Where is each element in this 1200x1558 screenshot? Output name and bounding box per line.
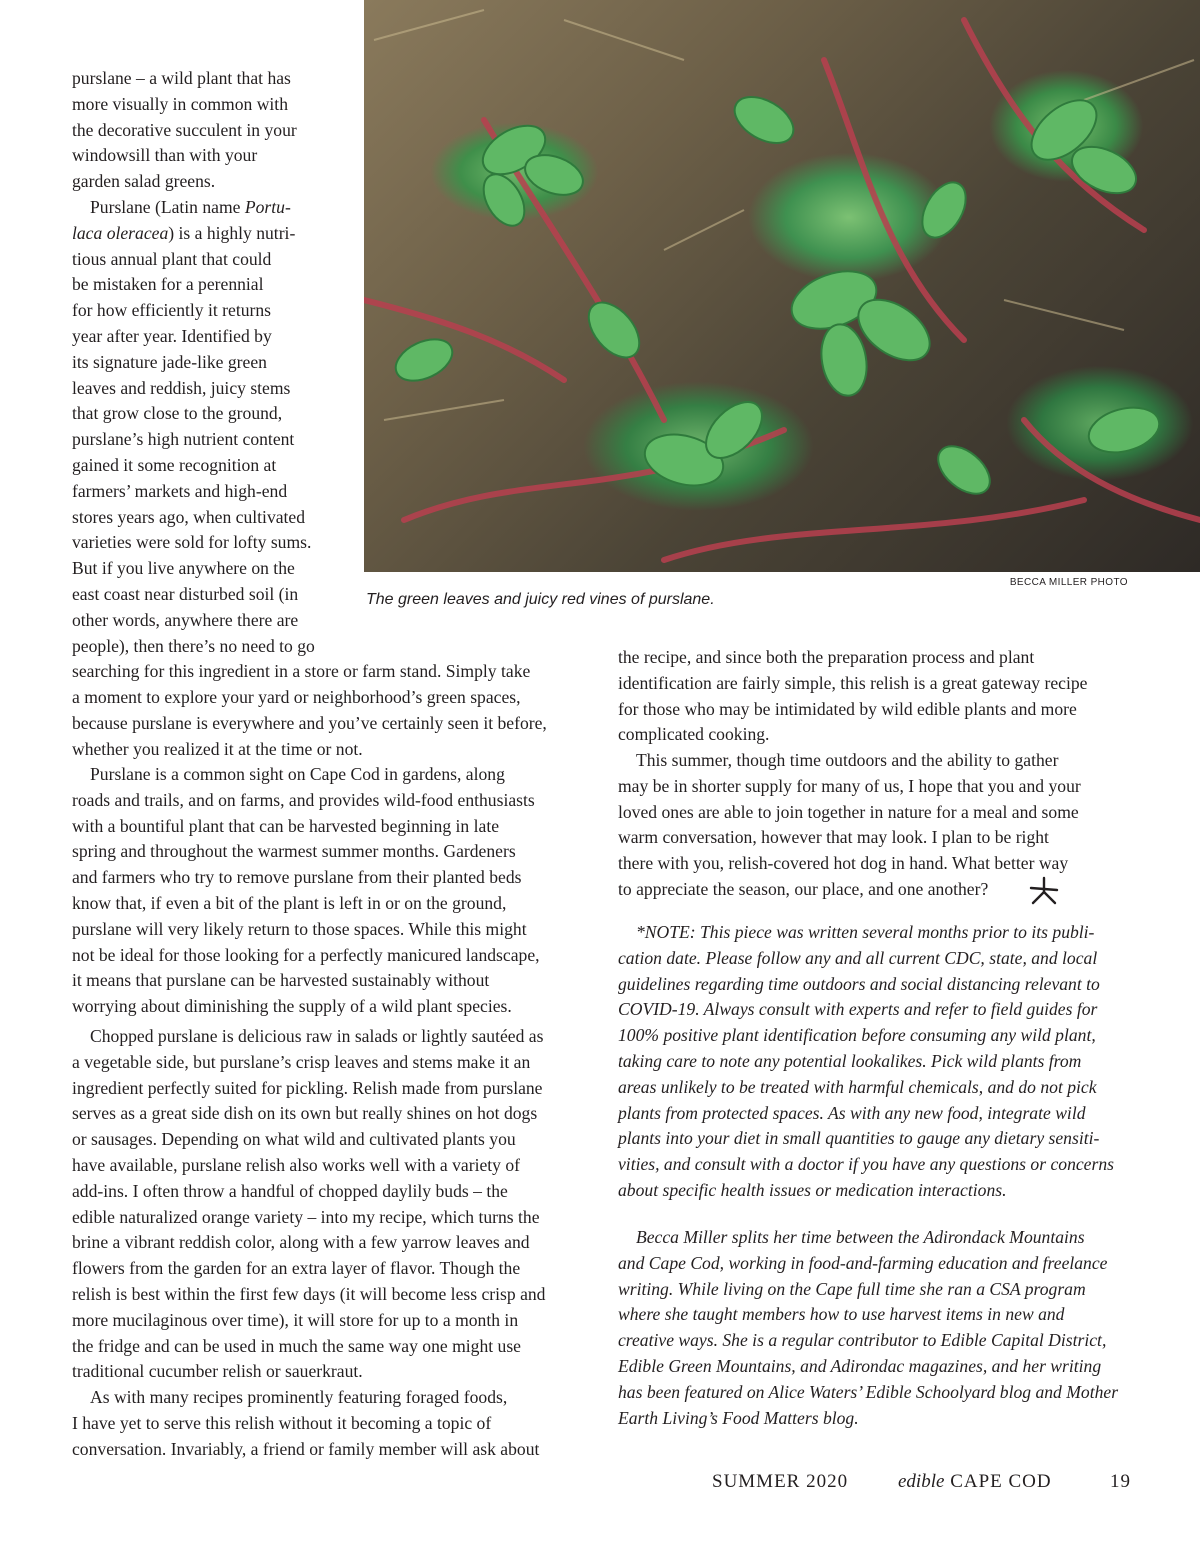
text-line: gained it some recognition at — [72, 454, 277, 475]
text-line: other words, anywhere there are — [72, 609, 299, 630]
text-line: edible naturalized orange variety – into my recipe, which turns the — [72, 1206, 540, 1227]
magazine-name — [898, 1471, 1052, 1493]
text-line: roads and trails, and on farms, and provides wild-food enthusiasts — [72, 789, 535, 810]
text-line: may be in shorter supply for many of us, I hope that you and your — [618, 775, 1081, 796]
text-line: worrying about diminishing the supply of a wild plant species. — [72, 996, 512, 1017]
text-line: for how efficiently it returns — [72, 300, 272, 321]
text-line: the recipe, and since both the preparation process and plant — [618, 647, 1035, 667]
text-line: As with many recipes prominently featuring foraged foods, — [90, 1387, 508, 1407]
text-line: add-ins. I often throw a handful of chopped daylily buds – the — [72, 1180, 508, 1201]
text-line: the fridge and can be used in much the same way one might use — [72, 1335, 521, 1356]
text-line: But if you live anywhere on the — [72, 558, 295, 579]
text-line: stores years ago, when cultivated — [72, 506, 306, 527]
text-line: about specific health issues or medication interactions. — [618, 1179, 1007, 1200]
text-line: Edible Green Mountains, and Adirondac magazines, and her writing — [618, 1355, 1102, 1376]
text-line: identification are fairly simple, this relish is a great gateway recipe — [618, 672, 1088, 693]
text-line: and Cape Cod, working in food-and-farming education and freelance — [618, 1252, 1108, 1273]
text-line: the decorative succulent in your — [72, 119, 297, 140]
text-line: a moment to explore your yard or neighborhood’s green spaces, — [72, 687, 521, 708]
text-line: people), then there’s no need to go — [72, 635, 315, 656]
text-line: Chopped purslane is delicious raw in salads or lightly sautéed as — [90, 1026, 544, 1046]
body-paragraph-1 — [72, 66, 297, 195]
text-line: taking care to note any potential lookalikes. Pick wild plants from — [618, 1050, 1082, 1071]
text-line: and farmers who try to remove purslane from their planted beds — [72, 867, 522, 888]
asterisk-end-mark-icon — [1029, 876, 1059, 906]
text-line: or sausages. Depending on what wild and cultivated plants you — [72, 1129, 516, 1150]
text-line: varieties were sold for lofty sums. — [72, 532, 312, 553]
text-line: Earth Living’s Food Matters blog. — [618, 1407, 859, 1428]
text-line: it means that purslane can be harvested sustainably without — [72, 970, 490, 991]
text-line: tious annual plant that could — [72, 248, 272, 269]
text-line: Purslane is a common sight on Cape Cod in gardens, along — [90, 764, 505, 784]
text-line: leaves and reddish, juicy stems — [72, 377, 291, 398]
magazine-name-caps: CAPE COD — [950, 1471, 1052, 1492]
text-line: more mucilaginous over time), it will store for up to a month in — [72, 1309, 519, 1330]
text-line: loved ones are able to join together in nature for a meal and some — [618, 801, 1079, 822]
body-paragraph-7 — [618, 748, 1081, 903]
text-line: traditional cucumber relish or sauerkraut. — [72, 1361, 363, 1382]
text-line: complicated cooking. — [618, 724, 770, 745]
text-line: there with you, relish-covered hot dog in hand. What better way — [618, 853, 1069, 874]
text-line: has been featured on Alice Waters’ Edible Schoolyard blog and Mother — [618, 1381, 1119, 1402]
photo-caption: The green leaves and juicy red vines of purslane. — [366, 591, 715, 608]
text-line: vities, and consult with a doctor if you have any questions or concerns — [618, 1154, 1114, 1175]
text-line: This summer, though time outdoors and the ability to gather — [636, 750, 1059, 770]
text-line: brine a vibrant reddish color, along with a few yarrow leaves and — [72, 1232, 530, 1253]
author-bio — [618, 1225, 1118, 1431]
text-run: ) is a highly nutri- — [168, 222, 296, 243]
text-line: that grow close to the ground, — [72, 403, 283, 424]
text-line: because purslane is everywhere and you’ve certainly seen it before, — [72, 712, 547, 733]
text-line: a vegetable side, but purslane’s crisp leaves and stems make it an — [72, 1051, 531, 1072]
text-line: guidelines regarding time outdoors and social distancing relevant to — [618, 973, 1100, 994]
text-line: purslane will very likely return to those spaces. While this might — [72, 918, 527, 939]
text-line: for those who may be intimidated by wild edible plants and more — [618, 698, 1077, 719]
text-line: purslane’s high nutrient content — [72, 429, 295, 450]
text-line: windowsill than with your — [72, 145, 258, 166]
editor-note — [618, 920, 1114, 1204]
text-line: have available, purslane relish also works well with a variety of — [72, 1154, 521, 1175]
magazine-name-italic: edible — [898, 1471, 945, 1492]
text-line: where she taught members how to use harvest items in new and — [618, 1304, 1065, 1325]
body-paragraph-4 — [72, 1024, 545, 1385]
body-paragraph-6 — [618, 645, 1087, 748]
text-line: COVID-19. Always consult with experts and refer to field guides for — [618, 999, 1098, 1020]
text-line — [72, 195, 547, 221]
text-line: not be ideal for those looking for a perfectly manicured landscape, — [72, 944, 540, 965]
text-line: be mistaken for a perennial — [72, 274, 264, 295]
text-line: farmers’ markets and high-end — [72, 480, 288, 501]
photo-credit: BECCA MILLER PHOTO — [1009, 577, 1128, 588]
body-paragraph-5 — [72, 1385, 539, 1462]
text-line: more visually in common with — [72, 93, 288, 114]
text-line: relish is best within the first few days (it will become less crisp and — [72, 1283, 546, 1304]
text-line: to appreciate the season, our place, and one another? — [618, 878, 989, 899]
body-paragraph-2 — [72, 195, 547, 763]
text-line: Becca Miller splits her time between the Adirondack Mountains — [636, 1227, 1085, 1247]
text-line: *NOTE: This piece was written several months prior to its publi- — [636, 922, 1095, 942]
text-line: with a bountiful plant that can be harvested beginning in late — [72, 815, 500, 836]
text-line: conversation. Invariably, a friend or family member will ask about — [72, 1438, 540, 1459]
text-line: year after year. Identified by — [72, 325, 272, 346]
text-line: cation date. Please follow any and all current CDC, state, and local — [618, 947, 1098, 968]
text-line: serves as a great side dish on its own but really shines on hot dogs — [72, 1103, 538, 1124]
text-line: spring and throughout the warmest summer months. Gardeners — [72, 841, 516, 862]
text-line: east coast near disturbed soil (in — [72, 583, 299, 604]
issue-label: SUMMER 2020 — [712, 1471, 849, 1492]
latin-name: Portu- — [244, 197, 291, 217]
text-line: purslane – a wild plant that has — [72, 68, 291, 88]
text-line: flowers from the garden for an extra layer of flavor. Though the — [72, 1258, 521, 1279]
text-line: know that, if even a bit of the plant is left in or on the ground, — [72, 892, 507, 913]
text-line: 100% positive plant identification before consuming any wild plant, — [618, 1025, 1096, 1046]
text-line: garden salad greens. — [72, 171, 216, 192]
text-run: Purslane (Latin name — [90, 197, 245, 217]
text-line: areas unlikely to be treated with harmful chemicals, and do not pick — [618, 1076, 1097, 1097]
text-line: I have yet to serve this relish without it becoming a topic of — [72, 1412, 492, 1433]
text-line: creative ways. She is a regular contributor to Edible Capital District, — [618, 1330, 1107, 1351]
text-line: whether you realized it at the time or not. — [72, 738, 363, 759]
text-line: its signature jade-like green — [72, 351, 267, 372]
latin-name: laca oleracea — [72, 222, 169, 243]
text-line: searching for this ingredient in a store or farm stand. Simply take — [72, 661, 531, 682]
text-line — [72, 221, 547, 247]
text-line: ingredient perfectly suited for pickling. Relish made from purslane — [72, 1077, 543, 1098]
body-paragraph-3 — [72, 762, 540, 1020]
text-line: plants into your diet in small quantities to gauge any dietary sensiti- — [618, 1128, 1100, 1149]
text-line: warm conversation, however that may look. I plan to be right — [618, 827, 1049, 848]
text-line: plants from protected spaces. As with any new food, integrate wild — [618, 1102, 1086, 1123]
page-number: 19 — [1110, 1471, 1131, 1492]
text-line: writing. While living on the Cape full time she ran a CSA program — [618, 1278, 1086, 1299]
